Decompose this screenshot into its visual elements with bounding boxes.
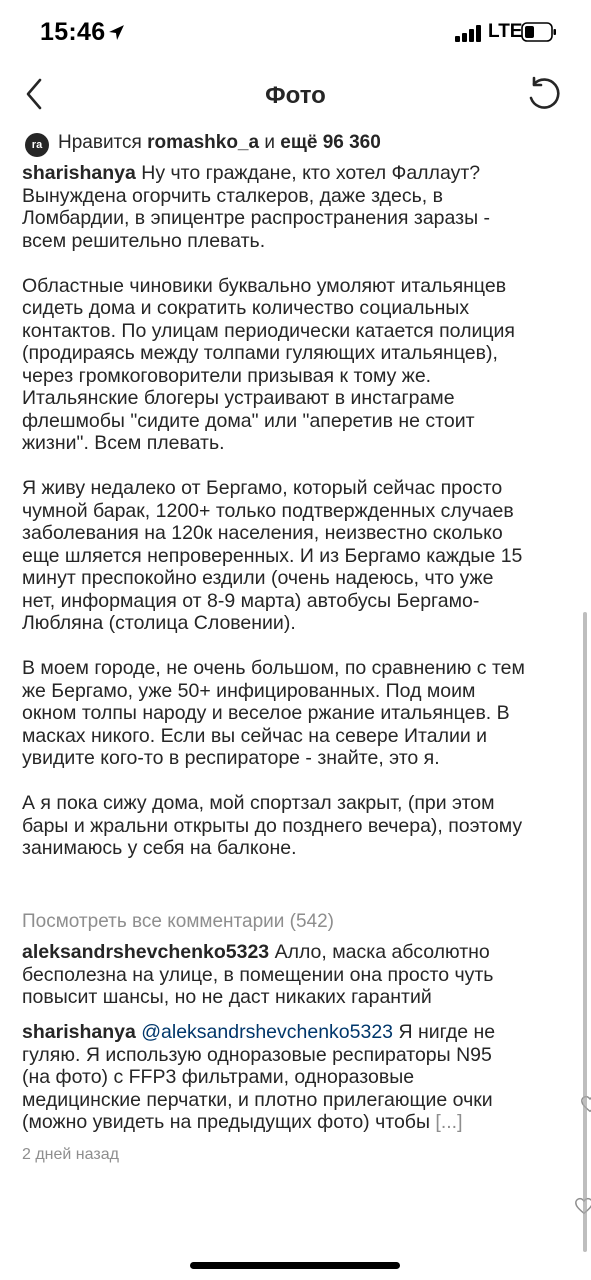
caption-text: Итальянские блогеры устраивают в инстаграме (22, 387, 455, 409)
caption-line (22, 680, 570, 703)
caption-text: окном толпы народу и веселое ржание итальянцев. В (22, 702, 510, 724)
comment-mention[interactable]: @aleksandrshevchenko5323 (141, 1021, 394, 1043)
comment-username[interactable]: aleksandrshevchenko5323 (22, 941, 270, 963)
caption-text: чумной барак, 1200+ только подтвержденных случаев (22, 499, 514, 522)
caption-text: Ломбардии, в эпицентре распространения заразы - (22, 207, 491, 229)
comment-more-link[interactable]: [...] (435, 1111, 463, 1133)
caption-line (22, 612, 570, 635)
likes-prefix: Нравится (58, 132, 148, 153)
caption-line (22, 477, 570, 500)
caption-text: А я пока сижу дома, мой спортзал закрыт, (при этом (22, 792, 495, 814)
comment-text: бесполезна на улице, в помещении она просто чуть (22, 963, 494, 986)
paragraph-gap (22, 770, 570, 793)
caption-line (22, 815, 570, 838)
caption-text: Любляна (столица Словении). (22, 612, 296, 634)
caption-text: жизни". Всем плевать. (22, 432, 225, 454)
caption-line (22, 500, 570, 523)
caption-line (22, 590, 570, 613)
caption-text: бары и жральни открыты до позднего вечера), поэтому (22, 814, 523, 837)
caption-line (22, 230, 570, 253)
caption-text: Ну что граждане, кто хотел Фаллаут? (135, 162, 481, 184)
comment-line (22, 1021, 570, 1044)
caption-text: масках никого. Если вы сейчас на севере Италии и (22, 724, 488, 747)
caption-text: увидите кого-то в респираторе - знайте, это я. (22, 747, 440, 769)
post-caption (22, 162, 570, 860)
comment-text: повысит шансы, но не даст никаких гарантий (22, 986, 432, 1008)
caption-text: еще шляется непроверенных. И из Бергамо каждые 15 (22, 544, 523, 567)
comment-line (22, 1044, 570, 1067)
caption-text: В моем городе, не очень большом, по сравнению с тем (22, 657, 525, 679)
caption-text: Областные чиновики буквально умоляют итальянцев (22, 274, 507, 297)
caption-line (22, 297, 570, 320)
caption-line (22, 432, 570, 455)
caption-line (22, 545, 570, 568)
cellular-signal-icon (455, 24, 485, 42)
comment-line (22, 941, 570, 964)
caption-text: занимаюсь у себя на балконе. (22, 837, 297, 859)
paragraph-gap (22, 455, 570, 478)
caption-line (22, 567, 570, 590)
comment (22, 1021, 570, 1134)
home-indicator (190, 1262, 400, 1269)
battery-icon (521, 22, 557, 42)
caption-line (22, 185, 570, 208)
comment-line (22, 1089, 570, 1112)
caption-line (22, 657, 570, 680)
paragraph-gap (22, 252, 570, 275)
network-type: LTE (488, 21, 523, 42)
avatar[interactable]: ra (25, 133, 49, 157)
post-timestamp: 2 дней назад (22, 1146, 119, 1163)
status-time: 15:46 (40, 18, 106, 46)
comment (22, 941, 570, 1009)
comment-text: (на фото) с FFP3 фильтрами, одноразовые (22, 1066, 415, 1088)
nav-bar (0, 64, 591, 126)
caption-text: флешмобы "сидите дома" или "аперетив не стоит (22, 409, 475, 432)
caption-line (22, 522, 570, 545)
comment-line (22, 1111, 570, 1134)
caption-text: всем решительно плевать. (22, 229, 266, 252)
comment-text: Я нигде не (393, 1021, 496, 1043)
comment-line (22, 964, 570, 987)
caption-line (22, 725, 570, 748)
comment-line (22, 986, 570, 1009)
caption-line (22, 747, 570, 770)
comment-text: медицинские перчатки, и плотно прилегающие очки (22, 1088, 493, 1111)
comment-text: (можно увидеть на предыдущих фото) чтобы (22, 1111, 436, 1133)
view-all-comments-link[interactable]: Посмотреть все комментарии (542) (22, 911, 335, 932)
caption-username[interactable]: sharishanya (22, 162, 136, 184)
caption-line (22, 365, 570, 388)
caption-text: же Бергамо, уже 50+ инфицированных. Под моим (22, 679, 476, 702)
caption-text: Я живу недалеко от Бергамо, который сейчас просто (22, 477, 503, 499)
comment-line (22, 1066, 570, 1089)
status-bar (0, 0, 591, 64)
caption-text: Вынуждена огорчить сталкеров, даже здесь, в (22, 184, 443, 207)
likes-count[interactable]: ещё 96 360 (280, 132, 381, 153)
caption-line (22, 410, 570, 433)
caption-text: заболевания на 120к населения, неизвестно сколько (22, 522, 503, 544)
page-title: Фото (265, 82, 326, 109)
likes-middle: и (259, 132, 281, 153)
likes-row[interactable] (22, 130, 570, 160)
caption-text: минут преспокойно ездили (очень надеюсь, что уже (22, 567, 494, 589)
caption-text: контактов. По улицам периодически катается полиция (22, 319, 515, 342)
paragraph-gap (22, 635, 570, 658)
caption-text: нет, информация от 8-9 марта) автобусы Бергамо- (22, 589, 480, 612)
caption-line (22, 387, 570, 410)
caption-line (22, 342, 570, 365)
refresh-icon[interactable] (524, 74, 564, 114)
caption-text: сидеть дома и сократить количество социальных (22, 297, 470, 319)
caption-line (22, 162, 570, 185)
caption-line (22, 207, 570, 230)
caption-line (22, 320, 570, 343)
liker-username[interactable]: romashko_a (147, 132, 260, 153)
comment-username[interactable]: sharishanya (22, 1021, 136, 1043)
comment-text: Алло, маска абсолютно (269, 941, 490, 963)
likes-text[interactable] (58, 132, 381, 154)
caption-line (22, 702, 570, 725)
caption-line (22, 837, 570, 860)
caption-text: через громкоговорители призывая к тому же. (22, 364, 432, 387)
scrollbar[interactable] (583, 612, 587, 1252)
caption-line (22, 792, 570, 815)
caption-line (22, 275, 570, 298)
comment-text: гуляю. Я использую одноразовые респираторы N95 (22, 1043, 492, 1066)
caption-text: (продираясь между толпами гуляющих итальянцев), (22, 342, 498, 364)
location-arrow-icon (108, 24, 125, 41)
